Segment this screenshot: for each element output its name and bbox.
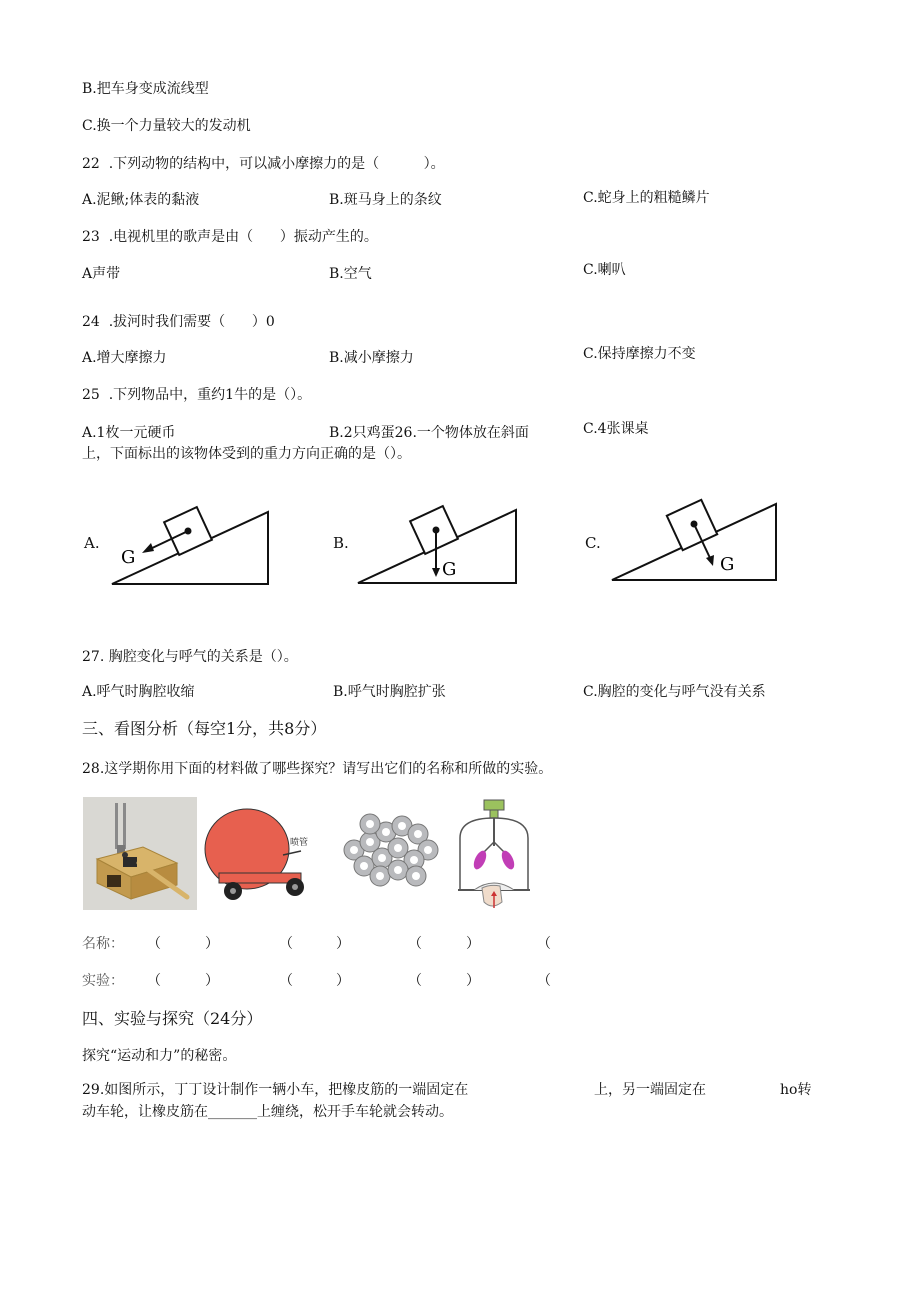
option-b-streamline: B.把车身变成流线型 [82,81,209,97]
name-blank-2-close: ） [336,936,350,952]
name-blank-3-open: （ [408,936,422,952]
q23-option-a: A声带 [82,266,121,282]
q24-option-b: B.减小摩擦力 [329,350,414,366]
q24-option-c: C.保持摩擦力不变 [583,346,696,362]
question-24: 24 .拔河时我们需要（ ）0 [82,314,275,330]
exp-blank-3-close: ） [466,973,480,989]
name-blank-1-open: （ [147,936,161,952]
washers-picture [340,810,440,890]
question-29-line-2: 动车轮，让橡皮筋在_______上缠绕，松开手车轮就会转动。 [82,1104,453,1120]
question-26-continued: 上，下面标出的该物体受到的重力方向正确的是（）。 [82,446,411,462]
question-23: 23 .电视机里的歌声是由（ ）振动产生的。 [82,229,378,245]
exp-blank-3-open: （ [408,973,422,989]
exp-blank-1-open: （ [147,973,161,989]
explore-intro: 探究“运动和力”的秘密。 [82,1048,237,1064]
q27-option-b: B.呼气时胸腔扩张 [333,684,446,700]
q24-option-a: A.增大摩擦力 [82,350,167,366]
diagram-c-label: C. [585,534,601,552]
diagram-a-label: A. [84,534,100,552]
section-4-heading: 四、实验与探究（24分） [82,1009,263,1028]
diagram-b-force-label: G [442,559,457,580]
exp-blank-1-close: ） [205,973,219,989]
option-c-engine: C.换一个力量较大的发动机 [82,118,251,134]
diagram-b-label: B. [333,534,349,552]
name-blank-3-close: ） [466,936,480,952]
q25-option-c: C.4张课桌 [583,421,649,437]
question-28: 28.这学期你用下面的材料做了哪些探究？请写出它们的名称和所做的实验。 [82,761,553,777]
name-blank-4-open: （ [537,936,551,952]
question-29-line-1a: 29.如图所示，丁丁设计制作一辆小车，把橡皮筋的一端固定在 [82,1082,469,1098]
q27-option-c: C.胸腔的变化与呼气没有关系 [583,684,766,700]
balloon-car-picture [203,805,321,905]
exp-blank-2-open: （ [279,973,293,989]
q25-option-b-q26-start: B.2只鸡蛋26.一个物体放在斜面 [329,425,529,441]
slope-diagram-c [0,0,920,620]
q23-option-b: B.空气 [329,266,372,282]
nozzle-note: 喷管 [290,838,309,848]
name-row-label: 名称： [82,936,124,952]
question-22: 22 .下列动物的结构中，可以减小摩擦力的是（ ）。 [82,156,445,172]
name-blank-2-open: （ [279,936,293,952]
name-blank-1-close: ） [205,936,219,952]
section-3-heading: 三、看图分析（每空1分，共8分） [82,719,327,738]
q27-option-a: A.呼气时胸腔收缩 [82,684,195,700]
q22-option-b: B.斑马身上的条纹 [329,192,442,208]
question-27: 27. 胸腔变化与呼气的关系是（）。 [82,649,298,665]
question-25: 25 .下列物品中，重约1牛的是（）。 [82,387,312,403]
tuning-fork-photo [83,797,197,910]
experiment-row-label: 实验： [82,973,124,989]
diagram-c-force-label: G [720,554,735,575]
question-29-line-1c: ho转 [780,1082,812,1098]
q22-option-a: A.泥鳅;体表的黏液 [82,192,200,208]
q23-option-c: C.喇叭 [583,262,626,278]
exp-blank-2-close: ） [336,973,350,989]
exp-blank-4-open: （ [537,973,551,989]
lung-model-picture [454,798,534,913]
q25-option-a: A.1枚一元硬币 [82,425,176,441]
diagram-a-force-label: G [121,547,136,568]
question-29-line-1b: 上，另一端固定在 [594,1082,706,1098]
q22-option-c: C.蛇身上的粗糙鳞片 [583,190,710,206]
